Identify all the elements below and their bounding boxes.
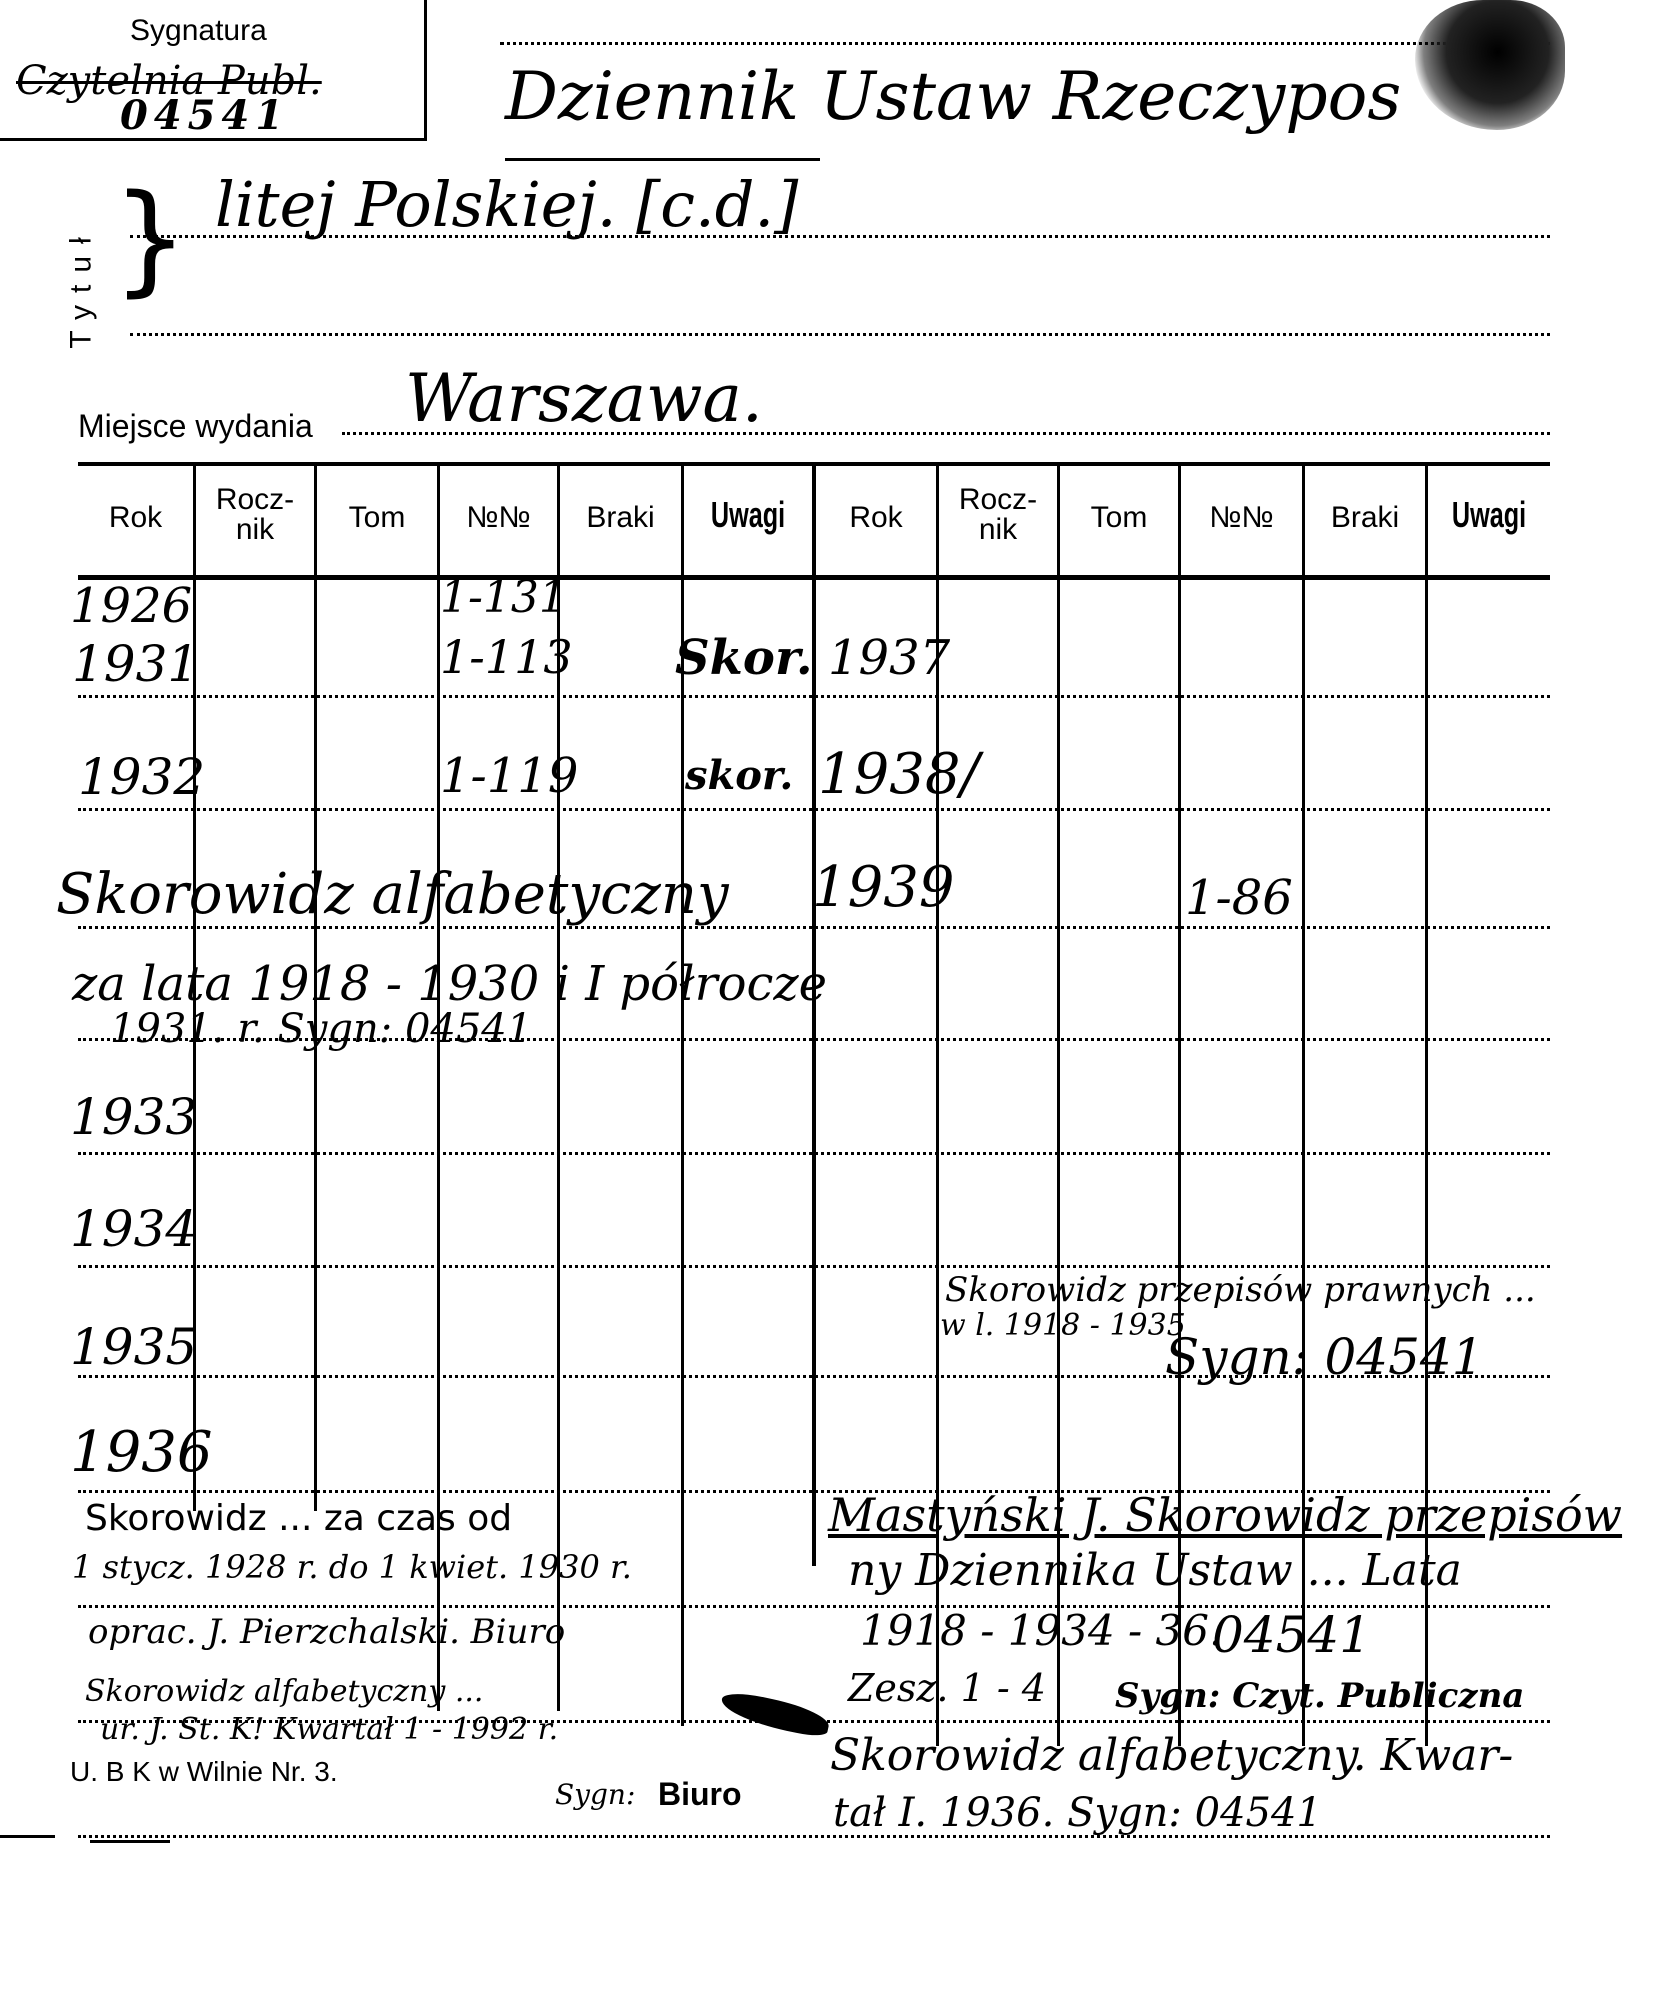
title-underline-2 <box>130 235 1550 238</box>
bottom-stroke <box>90 1840 170 1843</box>
signature-struck-text: Czytelnia Publ. <box>16 58 322 104</box>
signature-label: Sygnatura <box>130 14 267 47</box>
place-value: Warszawa. <box>405 360 763 437</box>
year-1935: 1935 <box>70 1318 198 1376</box>
row-rule <box>78 1265 1550 1268</box>
side-label-tytul: Tytuł <box>64 225 98 349</box>
bottom-stroke <box>0 1835 55 1838</box>
ink-blot <box>1415 0 1565 130</box>
row-rule <box>78 1835 1550 1838</box>
row-rule <box>78 695 1550 698</box>
header-uwagi-right <box>1428 494 1550 535</box>
header-rok-right: Rok <box>849 501 903 534</box>
footer-text: U. B K w Wilnie Nr. 3. <box>70 1756 338 1787</box>
year-1926: 1926 <box>70 578 193 634</box>
numbers-1932: 1-119 <box>440 748 579 804</box>
center-divider <box>812 466 816 1566</box>
header-rocznik-right-text: Rocz- nik <box>958 483 1038 546</box>
header-uwagi-left <box>684 494 812 535</box>
header-nrnr-right: №№ <box>1209 501 1274 534</box>
note-right-b6: Sygn: Czyt. Publiczna <box>1115 1676 1525 1716</box>
torn-mark <box>718 1689 831 1739</box>
header-braki-left: Braki <box>586 501 655 534</box>
uwagi-1932: skor. <box>685 752 794 799</box>
year-1932: 1932 <box>78 748 206 806</box>
note-left-b2: 1 stycz. 1928 r. do 1 kwiet. 1930 r. <box>72 1548 632 1586</box>
numbers-1926: 1-131 <box>440 572 567 623</box>
note-right-b4: 04541 <box>1212 1606 1372 1664</box>
note-left-b5: ur. J. St. K! Kwartał 1 - 1992 r. <box>100 1712 559 1747</box>
note-right-mid-1: Skorowidz przepisów prawnych ... <box>945 1270 1536 1310</box>
year-1937: 1937 <box>828 630 951 686</box>
note-right-b8: tał I. 1936. Sygn: 04541 <box>833 1790 1322 1836</box>
note-left-b3: oprac. J. Pierzchalski. Biuro <box>88 1612 566 1652</box>
sygn-biuro: Biuro <box>658 1776 742 1812</box>
year-1936: 1936 <box>70 1420 213 1485</box>
header-uwagi-left-text: Uwagi <box>710 494 786 535</box>
year-1931: 1931 <box>72 635 200 693</box>
skorowidz-line-2: za lata 1918 - 1930 i I półrocze <box>72 956 828 1012</box>
year-1934: 1934 <box>70 1200 198 1258</box>
skorowidz-line-1: Skorowidz alfabetyczny <box>56 862 729 927</box>
title-underline-short <box>505 158 820 161</box>
uwagi-1931: Skor. <box>675 630 813 686</box>
year-1933: 1933 <box>70 1088 198 1146</box>
signature-number: 04541 <box>120 92 290 139</box>
header-rocznik-right <box>939 485 1057 545</box>
header-rocznik-left <box>196 485 314 545</box>
title-underline-3 <box>130 333 1550 336</box>
note-right-b2: ny Dziennika Ustaw ... Lata <box>848 1545 1462 1596</box>
note-right-b5: Zesz. 1 - 4 <box>848 1666 1046 1710</box>
brace-icon: } <box>112 170 189 309</box>
year-1939: 1939 <box>812 855 955 920</box>
note-right-mid-2: w l. 1918 - 1935 <box>940 1308 1186 1343</box>
place-label: Miejsce wydania <box>78 408 313 444</box>
note-right-mid-3: Sygn: 04541 <box>1165 1328 1484 1386</box>
note-left-b1: Skorowidz ... za czas od <box>85 1498 513 1539</box>
note-right-b3: 1918 - 1934 - 36. <box>860 1606 1223 1655</box>
sygn-biuro-prefix: Sygn: <box>555 1778 636 1811</box>
header-braki-right: Braki <box>1330 501 1400 534</box>
header-rok-left: Rok <box>108 501 163 534</box>
title-underline-1 <box>500 42 1550 45</box>
row-rule <box>78 1152 1550 1155</box>
year-1938: 1938/ <box>818 742 980 807</box>
numbers-1931: 1-113 <box>440 630 573 684</box>
header-tom-right: Tom <box>1090 501 1148 534</box>
note-right-b1: Mastyński J. Skorowidz przepisów <box>828 1488 1623 1542</box>
numbers-1939: 1-86 <box>1185 870 1293 926</box>
signature-box <box>0 0 427 141</box>
title-line-2: litej Polskiej. [c.d.] <box>215 168 799 241</box>
header-tom-left: Tom <box>348 501 406 534</box>
header-rocznik-left-text: Rocz- nik <box>215 483 295 546</box>
skorowidz-line-3: 1931. r. Sygn: 04541 <box>110 1006 533 1052</box>
row-rule <box>78 808 1550 811</box>
note-left-b4: Skorowidz alfabetyczny ... <box>85 1674 484 1709</box>
title-line-1: Dziennik Ustaw Rzeczypos <box>505 58 1402 135</box>
header-uwagi-right-text: Uwagi <box>1451 494 1527 535</box>
note-right-b7: Skorowidz alfabetyczny. Kwar- <box>830 1730 1514 1781</box>
header-nrnr-left: №№ <box>466 501 531 534</box>
